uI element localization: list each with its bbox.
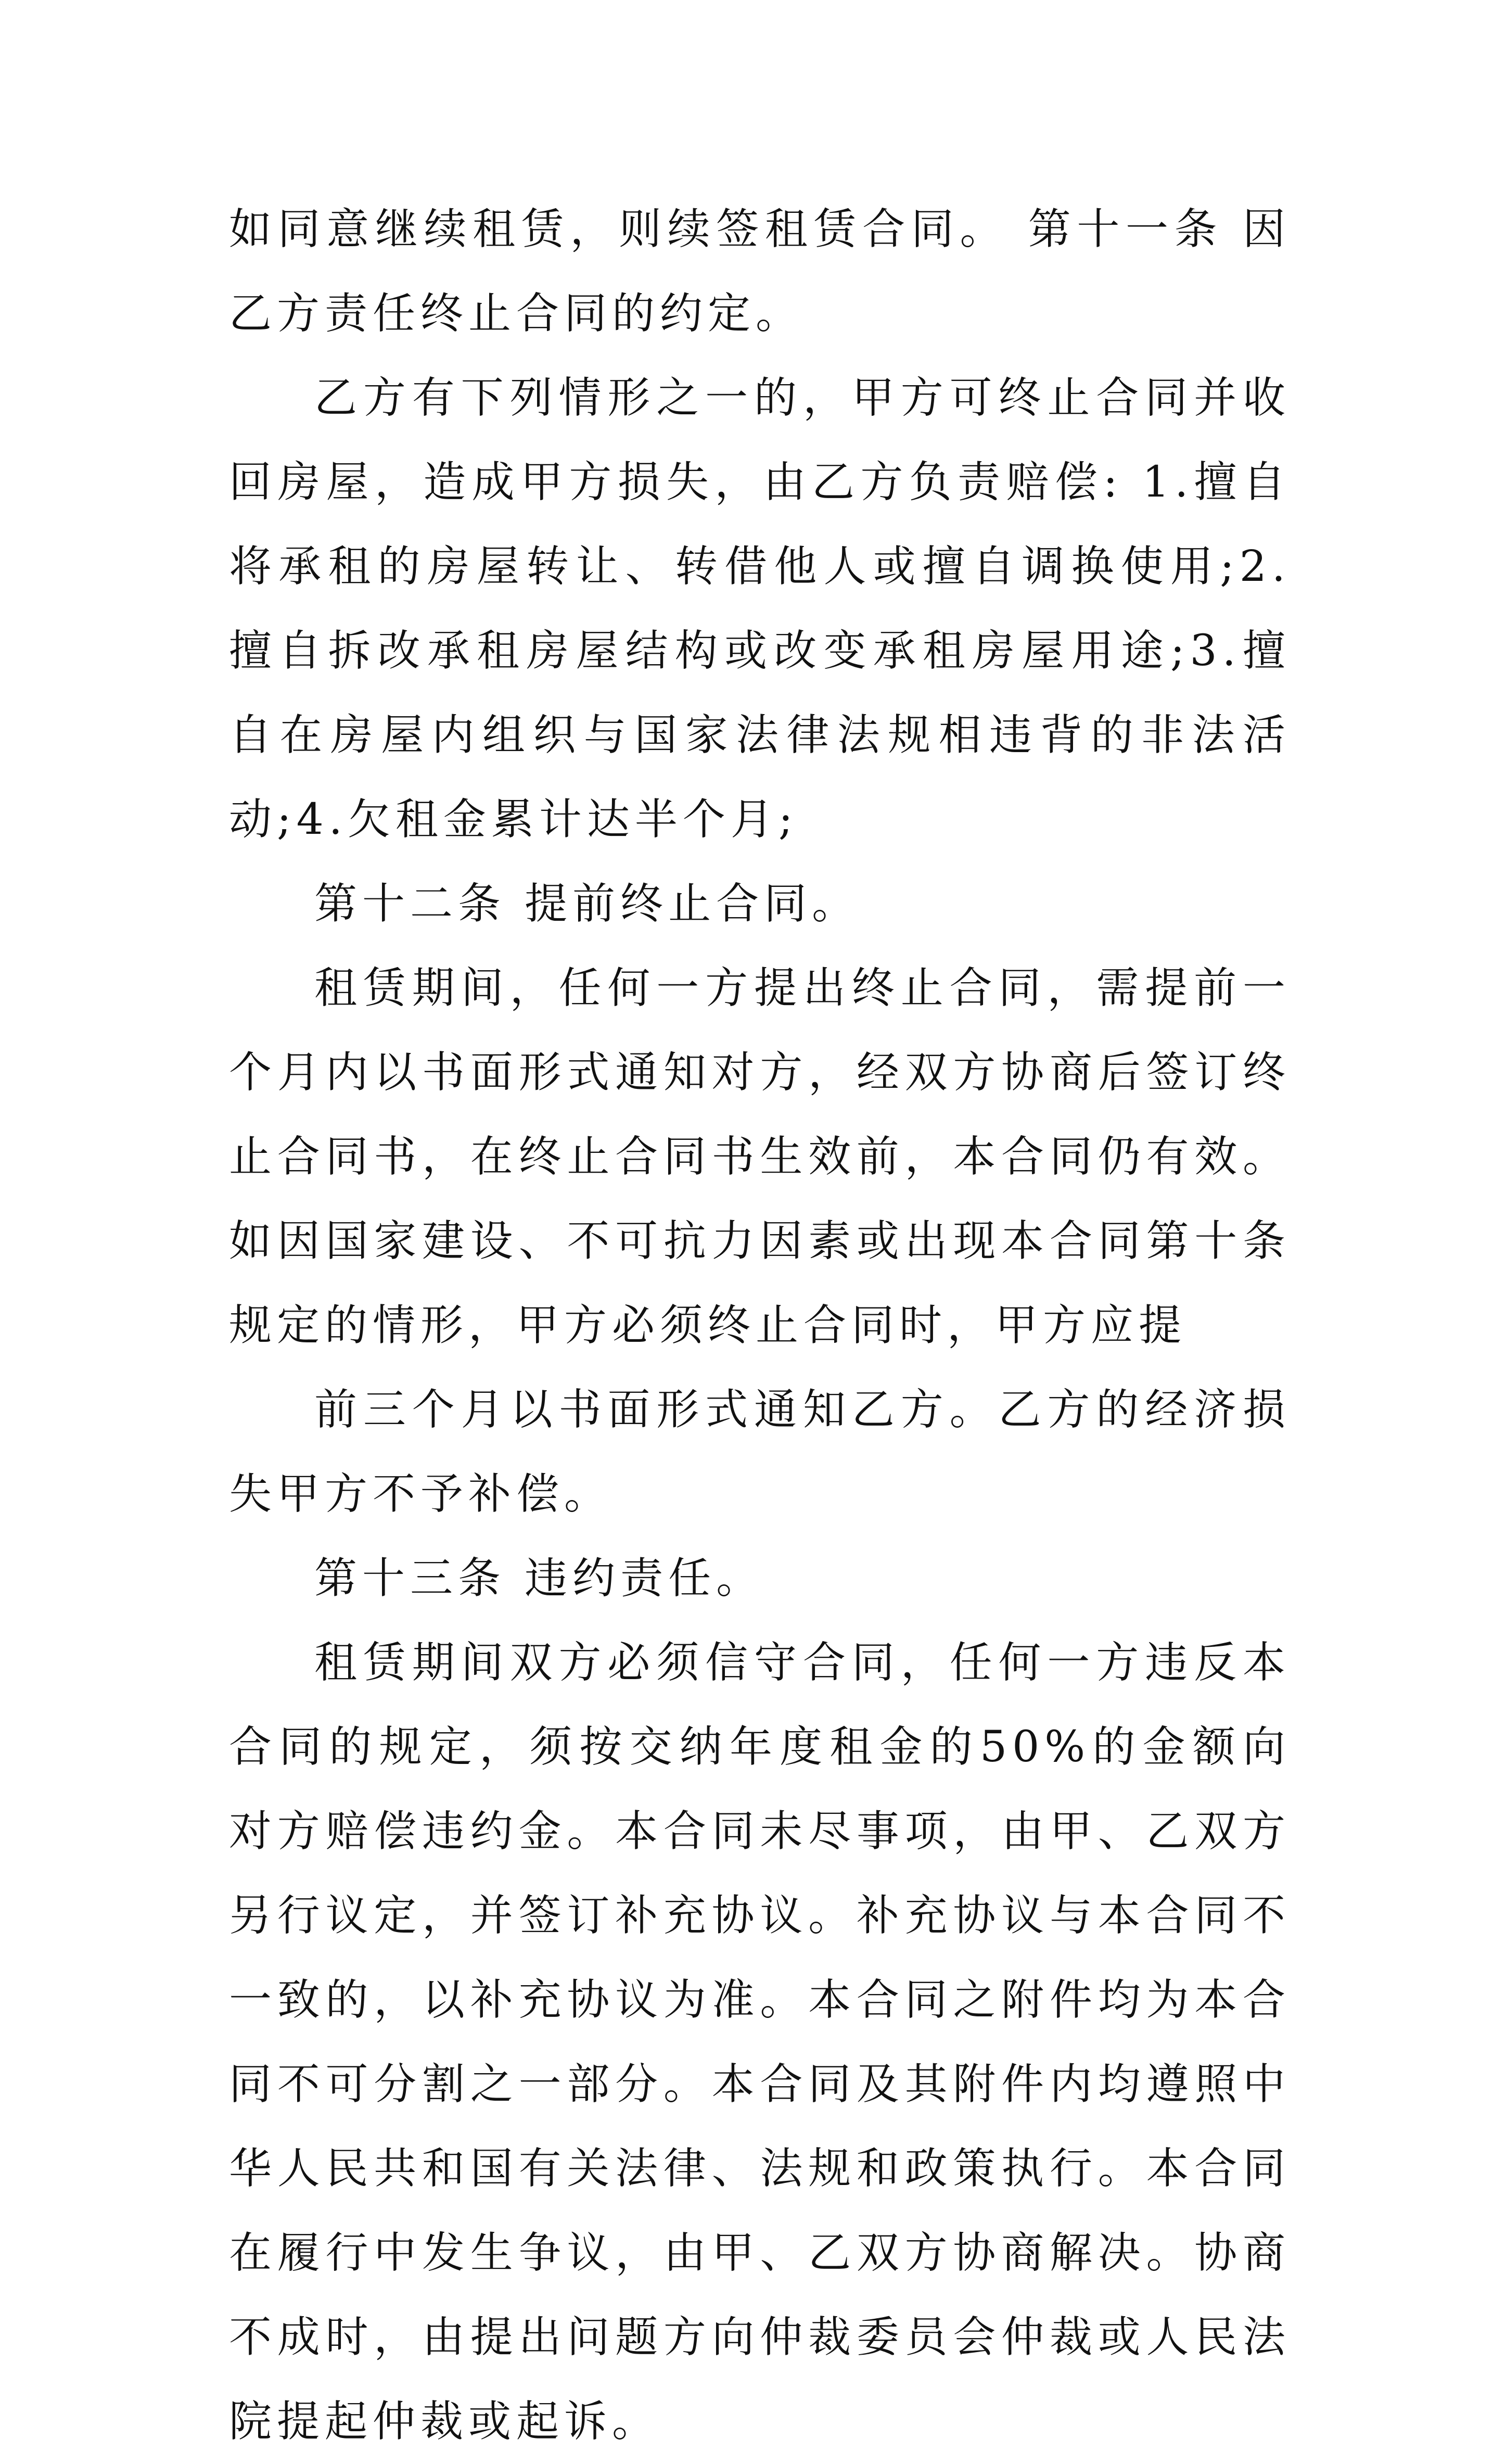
section-heading-12: 第十二条 提前终止合同。: [314, 879, 860, 929]
paragraph-1: 如同意继续租赁，则续签租赁合同。 第十一条 因乙方责任终止合同的约定。: [229, 205, 1291, 338]
paragraph-7: 租赁期间双方必须信守合同，任何一方违反本合同的规定，须按交纳年度租金的50%的金额向对方赔偿违约金。本合同未尽事项，由甲、乙双方另行议定，并签订补充协议。补充协议与本合同不一致的，以补充协议为准。本合同之附件均为本合同不可分割之一部分。本合同及其附件内均遵照中华人民共和国有关法律、法规和政策执行。本合同在履行中发生争议，由甲、乙双方协商解决。协商不成时，由提出问题方向仲裁委员会仲裁或人民法院提起仲裁或起诉。: [229, 1638, 1291, 2446]
paragraph-5: 前三个月以书面形式通知乙方。乙方的经济损失甲方不予补偿。: [229, 1385, 1291, 1519]
paragraph-2: 乙方有下列情形之一的，甲方可终止合同并收回房屋，造成甲方损失，由乙方负责赔偿: 1.擅自将承租的房屋转让、转借他人或擅自调换使用;2.擅自拆改承租房屋结构或改变承租房屋用途;3.擅自在房屋内组织与国家法律法规相违背的非法活动;4.欠租金累计达半个月;: [229, 373, 1291, 844]
paragraph-4: 租赁期间，任何一方提出终止合同，需提前一个月内以书面形式通知对方，经双方协商后签订终止合同书，在终止合同书生效前，本合同仍有效。如因国家建设、不可抗力因素或出现本合同第十条规定的情形，甲方必须终止合同时，甲方应提: [229, 963, 1291, 1350]
document-body: [229, 187, 1291, 2464]
section-heading-13: 第十三条 违约责任。: [314, 1554, 764, 1603]
